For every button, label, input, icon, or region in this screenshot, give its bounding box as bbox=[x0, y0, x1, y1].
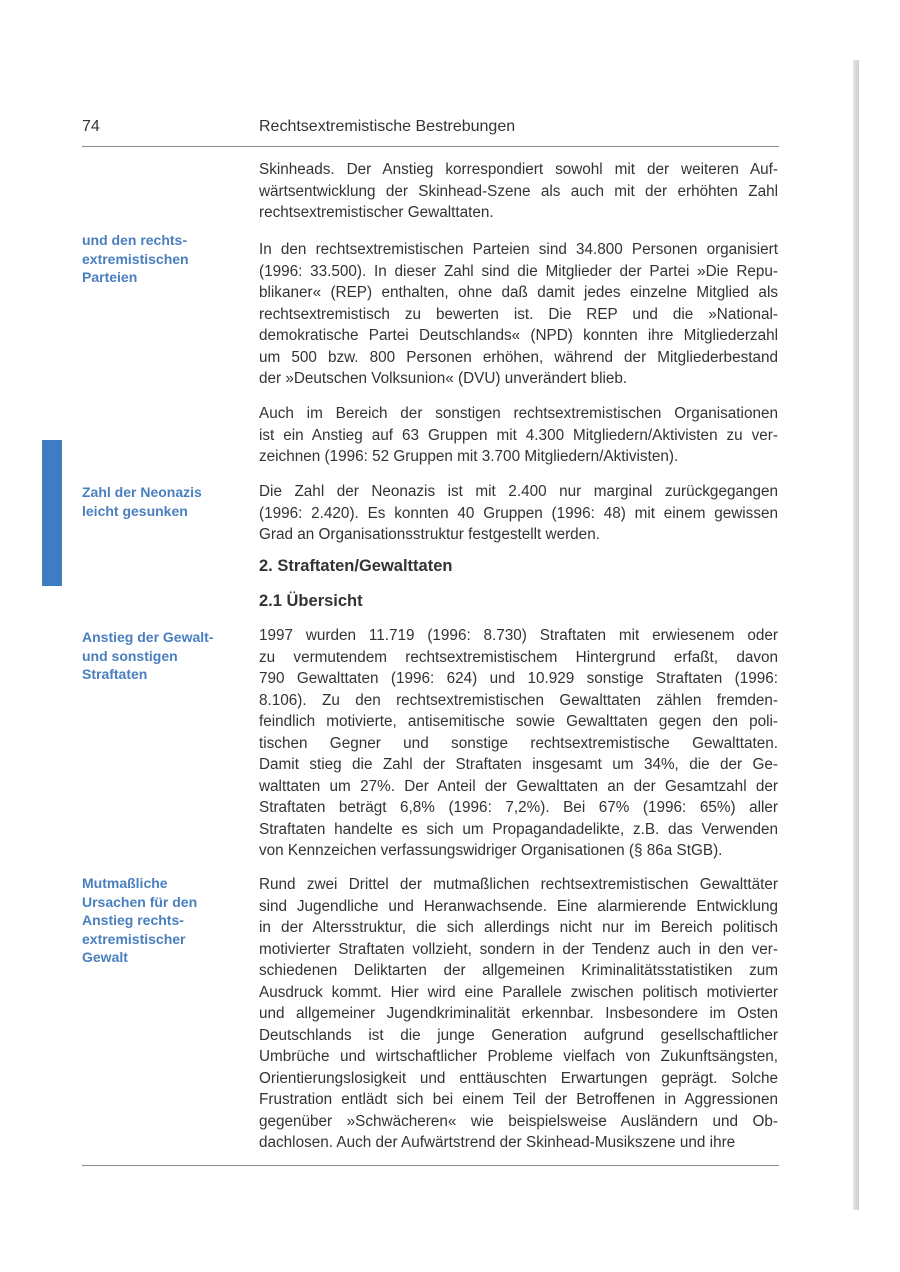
text-line: und allgemeiner Jugendkriminalität erkennbar. Insbesondere im Osten bbox=[259, 1005, 778, 1022]
margin-note-line: Straftaten bbox=[82, 666, 148, 682]
footer-rule bbox=[82, 1165, 779, 1166]
margin-note-line: leicht gesunken bbox=[82, 502, 188, 519]
text-line: Die Zahl der Neonazis ist mit 2.400 nur marginal zurückgegangen bbox=[259, 483, 778, 500]
text-line: Rund zwei Drittel der mutmaßlichen rechtsextremistischen Gewalttäter bbox=[259, 876, 778, 893]
running-title: Rechtsextremistische Bestrebungen bbox=[259, 118, 516, 135]
text-line: blikaner« (REP) enthalten, ohne daß damit jedes einzelne Mitglied als bbox=[259, 284, 778, 301]
text-line: 8.106). Zu den rechtsextremistischen Gewalttaten zählen fremden- bbox=[259, 691, 778, 709]
text-line: gegenüber »Schwächeren« wie beispielsweise Ausländern und Ob- bbox=[259, 1112, 778, 1130]
margin-note-line: Ursachen für den bbox=[82, 893, 198, 910]
margin-note-line: Zahl der Neonazis bbox=[82, 484, 202, 500]
chapter-marker-bar bbox=[42, 440, 62, 586]
margin-note bbox=[82, 874, 242, 967]
margin-note-line: und sonstigen bbox=[82, 647, 178, 664]
text-line: Grad an Organisationsstruktur festgestellt werden. bbox=[259, 526, 600, 543]
text-line: wärtsentwicklung der Skinhead-Szene als auch mit der erhöhten Zahl bbox=[259, 182, 778, 200]
text-line: rechtsextremistisch zu bewerten ist. Die REP und die »National- bbox=[259, 305, 778, 323]
text-line: walttaten um 27%. Der Anteil der Gewalttaten an der Gesamtzahl der bbox=[259, 777, 778, 795]
text-line: Deutschlands ist die junge Generation aufgrund gesellschaftlicher bbox=[259, 1026, 778, 1044]
margin-note-line: Gewalt bbox=[82, 949, 128, 965]
paragraph bbox=[259, 481, 778, 546]
page-edge bbox=[853, 60, 859, 1210]
text-line: motivierter Straftaten vollzieht, sondern in der Tendenz auch in den ver- bbox=[259, 940, 778, 958]
text-line: Umbrüche und wirtschaftlicher Probleme vielfach von Zukunftsängsten, bbox=[259, 1048, 778, 1065]
paragraph bbox=[259, 625, 778, 862]
page-number: 74 bbox=[82, 118, 100, 135]
text-line: demokratische Partei Deutschlands« (NPD) konnten ihre Mitgliederzahl bbox=[259, 327, 778, 344]
text-line: rechtsextremistischer Gewalttaten. bbox=[259, 204, 494, 221]
text-line: Straftaten handelte es sich um Propagandadelikte, z.B. das Verwenden bbox=[259, 820, 778, 838]
text-line: Auch im Bereich der sonstigen rechtsextremistischen Organisationen bbox=[259, 405, 778, 422]
text-line: Straftaten beträgt 6,8% (1996: 7,2%). Bei 67% (1996: 65%) aller bbox=[259, 799, 778, 816]
text-line: der »Deutschen Volksunion« (DVU) unverändert blieb. bbox=[259, 370, 628, 387]
paragraph bbox=[259, 159, 778, 224]
text-line: tischen Gegner und sonstige rechtsextremistische Gewalttaten. bbox=[259, 734, 778, 752]
text-line: feindlich motivierte, antisemitische sowie Gewalttaten gegen den poli- bbox=[259, 713, 778, 730]
text-line: sind Jugendliche und Heranwachsende. Eine alarmierende Entwicklung bbox=[259, 897, 778, 915]
text-line: zu vermutendem rechtsextremistischem Hintergrund erfaßt, davon bbox=[259, 648, 778, 666]
text-line: schiedenen Deliktarten der allgemeinen Kriminalitätsstatistiken zum bbox=[259, 962, 778, 979]
text-line: Frustration entlädt sich bei einem Teil der Betroffenen in Aggressionen bbox=[259, 1091, 778, 1108]
text-line: Damit stieg die Zahl der Straftaten insgesamt um 34%, die der Ge- bbox=[259, 756, 778, 773]
text-line: Ausdruck kommt. Hier wird eine Parallele zwischen politisch motivierter bbox=[259, 983, 778, 1001]
text-line: zeichnen (1996: 52 Gruppen mit 3.700 Mitgliedern/Aktivisten). bbox=[259, 448, 679, 465]
text-line: (1996: 33.500). In dieser Zahl sind die Mitglieder der Partei »Die Repu- bbox=[259, 262, 778, 280]
paragraph bbox=[259, 403, 778, 468]
text-line: um 500 bzw. 800 Personen erhöhen, während der Mitgliederbestand bbox=[259, 348, 778, 366]
section-heading: 2. Straftaten/Gewalttaten bbox=[259, 557, 453, 575]
text-line: in der Altersstruktur, die sich allerdings nicht nur im Bereich politisch bbox=[259, 919, 778, 936]
text-line: In den rechtsextremistischen Parteien sind 34.800 Personen organisiert bbox=[259, 241, 778, 258]
paragraph bbox=[259, 239, 778, 390]
paragraph bbox=[259, 874, 778, 1154]
margin-note-line: Mutmaßliche bbox=[82, 875, 168, 891]
margin-note-line: extremistischer bbox=[82, 930, 186, 947]
margin-note bbox=[82, 483, 242, 520]
margin-note-line: Anstieg rechts- bbox=[82, 912, 184, 928]
text-line: ist ein Anstieg auf 63 Gruppen mit 4.300 Mitgliedern/Aktivisten zu ver- bbox=[259, 426, 778, 444]
subsection-heading: 2.1 Übersicht bbox=[259, 592, 363, 610]
margin-note-line: Anstieg der Gewalt- bbox=[82, 629, 214, 645]
text-line: Orientierungslosigkeit und enttäuschten Erwartungen geprägt. Solche bbox=[259, 1069, 778, 1087]
margin-note-line: und den rechts- bbox=[82, 232, 188, 248]
header-rule bbox=[82, 146, 779, 147]
margin-note-line: extremistischen bbox=[82, 250, 189, 267]
text-line: Skinheads. Der Anstieg korrespondiert sowohl mit der weiteren Auf- bbox=[259, 161, 778, 178]
text-line: von Kennzeichen verfassungswidriger Organisationen (§ 86a StGB). bbox=[259, 842, 723, 859]
margin-note bbox=[82, 231, 242, 287]
text-line: dachlosen. Auch der Aufwärtstrend der Skinhead-Musikszene und ihre bbox=[259, 1134, 736, 1151]
text-line: 790 Gewalttaten (1996: 624) und 10.929 sonstige Straftaten (1996: bbox=[259, 670, 778, 687]
text-line: (1996: 2.420). Es konnten 40 Gruppen (1996: 48) mit einem gewissen bbox=[259, 504, 778, 522]
margin-note bbox=[82, 628, 242, 684]
text-line: 1997 wurden 11.719 (1996: 8.730) Straftaten mit erwiesenem oder bbox=[259, 627, 778, 644]
margin-note-line: Parteien bbox=[82, 269, 138, 285]
